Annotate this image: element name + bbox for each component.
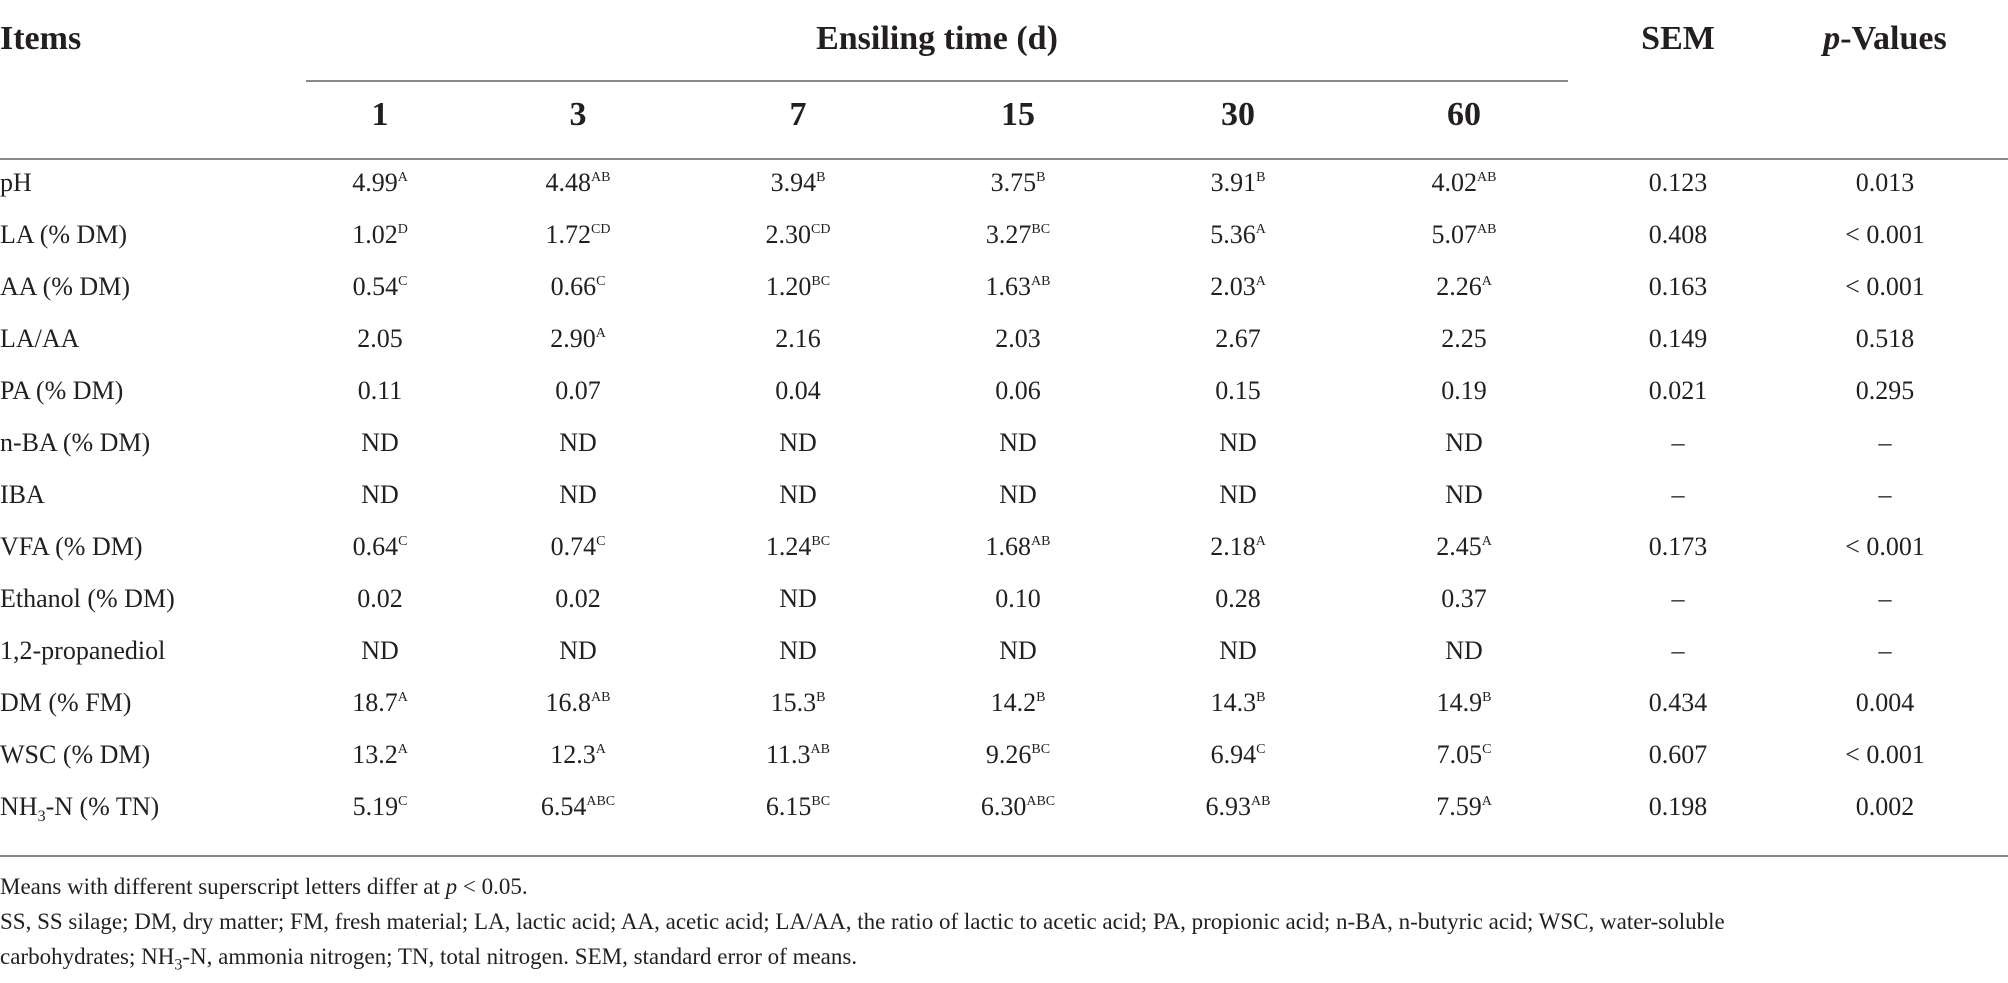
cell-value: ND (1219, 480, 1257, 509)
table-cell (555, 376, 601, 406)
table-cell (1211, 740, 1266, 770)
cell-value: 0.11 (357, 376, 403, 405)
significance-letter: B (816, 170, 826, 185)
cell-value: 9.26 (985, 740, 1032, 769)
table-cell (766, 532, 830, 562)
footnote-p-italic: p (445, 874, 458, 899)
sem-header: SEM (1641, 20, 1715, 57)
significance-letter: C (596, 274, 606, 289)
row-label: AA (% DM) (0, 272, 130, 301)
day-header: 1 (371, 96, 389, 133)
cell-value: 0.64 (352, 532, 399, 561)
footnote-text: Means with different superscript letters differ at (0, 874, 446, 899)
row-label: IBA (0, 480, 45, 509)
significance-letter: A (1481, 534, 1492, 549)
table-cell (779, 428, 817, 458)
table-cell (1215, 376, 1261, 406)
table-cell (766, 740, 830, 770)
significance-letter: A (595, 326, 606, 341)
table-cell (986, 740, 1050, 770)
row-label: 1,2-propanediol (0, 636, 166, 665)
cell-value: ND (559, 428, 597, 457)
cell-value: 0.74 (550, 532, 597, 561)
ensiling-time-header: Ensiling time (d) (816, 20, 1058, 57)
significance-letter: A (397, 690, 408, 705)
footnote-text: carbohydrates; NH (0, 944, 175, 969)
significance-letter: C (398, 274, 408, 289)
cell-value: ND (1445, 636, 1483, 665)
table-cell (361, 428, 399, 458)
significance-letter: A (397, 170, 408, 185)
table-cell (352, 688, 408, 718)
cell-value: 1.72 (545, 220, 592, 249)
table-cell (550, 324, 606, 354)
cell-value: 7.05 (1436, 740, 1483, 769)
cell-value: 0.04 (775, 376, 821, 405)
significance-letter: AB (1477, 222, 1497, 237)
cell-value: 3.91 (1210, 168, 1257, 197)
cell-value: ND (779, 584, 817, 613)
table-cell (995, 584, 1041, 614)
cell-value: 0.37 (1441, 584, 1487, 613)
table-cell (995, 324, 1041, 354)
cell-value: 0.66 (550, 272, 597, 301)
cell-value: 0.19 (1441, 376, 1487, 405)
table-cell (1437, 688, 1492, 718)
sem-cell: 0.408 (1648, 220, 1708, 249)
cell-value: 6.15 (765, 792, 812, 821)
table-cell (358, 376, 403, 406)
significance-letter: A (1255, 534, 1266, 549)
cell-value: 5.36 (1210, 220, 1256, 249)
footnote-text: < 0.05. (457, 874, 528, 899)
cell-value: 0.10 (995, 584, 1041, 613)
row-label-text: NH (0, 792, 38, 821)
group-rule (306, 80, 1568, 82)
cell-value: ND (1445, 480, 1483, 509)
cell-value: 0.28 (1215, 584, 1261, 613)
cell-value: 14.2 (990, 688, 1037, 717)
significance-letter: A (1481, 794, 1492, 809)
table-cell (1211, 688, 1266, 718)
cell-value: 16.8 (545, 688, 592, 717)
table-cell (779, 636, 817, 666)
sem-cell: 0.123 (1648, 168, 1708, 197)
table-cell (1436, 272, 1492, 302)
table-cell (1441, 584, 1487, 614)
cell-value: 2.30 (765, 220, 812, 249)
table-cell (1432, 220, 1497, 250)
significance-letter: AB (1251, 794, 1271, 809)
table-cell (361, 480, 399, 510)
significance-letter: AB (1477, 170, 1497, 185)
significance-letter: A (1255, 274, 1266, 289)
cell-value: 2.25 (1441, 324, 1487, 353)
table-cell (550, 740, 606, 770)
p-values-rest: -Values (1840, 20, 1947, 57)
significance-letter: C (1482, 742, 1492, 757)
p-value-cell: < 0.001 (1845, 272, 1925, 301)
cell-value: 3.27 (985, 220, 1032, 249)
p-value-cell: – (1878, 428, 1892, 457)
table-cell (991, 168, 1046, 198)
significance-letter: AB (1031, 274, 1051, 289)
table-cell (1437, 740, 1492, 770)
cell-value: 7.59 (1436, 792, 1482, 821)
p-values-header (1823, 20, 1946, 58)
table-cell (1219, 428, 1257, 458)
cell-value: 0.06 (995, 376, 1041, 405)
row-label: pH (0, 168, 32, 197)
table-cell (1441, 376, 1487, 406)
table-cell (357, 324, 403, 354)
table-cell (353, 272, 408, 302)
cell-value: 11.3 (766, 740, 811, 769)
significance-letter: BC (811, 794, 831, 809)
footnote-abbreviations-1: SS, SS silage; DM, dry matter; FM, fresh material; LA, lactic acid; AA, acetic acid; LA/AA, the ratio of lactic to acetic acid; PA, propionic acid; n-BA, n-butyric acid; WSC, water-soluble (0, 909, 1725, 934)
table-cell (551, 272, 606, 302)
sem-cell: – (1671, 428, 1685, 457)
p-value-cell: 0.295 (1855, 376, 1915, 405)
table-cell (352, 740, 408, 770)
cell-value: 4.48 (545, 168, 592, 197)
sem-cell: 0.434 (1648, 688, 1708, 717)
cell-value: 4.99 (352, 168, 398, 197)
significance-letter: AB (810, 742, 830, 757)
sem-cell: 0.021 (1648, 376, 1708, 405)
significance-letter: AB (591, 170, 611, 185)
table-cell (766, 220, 831, 250)
table-cell (1432, 168, 1497, 198)
day-header: 30 (1221, 96, 1255, 133)
cell-value: 15.3 (770, 688, 817, 717)
cell-value: ND (999, 480, 1037, 509)
cell-value: 0.07 (555, 376, 601, 405)
table-cell (546, 688, 611, 718)
cell-value: ND (1219, 428, 1257, 457)
day-header: 60 (1447, 96, 1481, 133)
cell-value: 3.75 (990, 168, 1037, 197)
table-cell (1210, 272, 1266, 302)
table-cell (1445, 636, 1483, 666)
sem-cell: – (1671, 480, 1685, 509)
row-label-text: -N (% TN) (45, 792, 160, 821)
table-cell (559, 480, 597, 510)
row-label: VFA (% DM) (0, 532, 143, 561)
table-cell (766, 792, 830, 822)
table-cell (999, 480, 1037, 510)
cell-value: ND (361, 428, 399, 457)
cell-value: ND (559, 480, 597, 509)
cell-value: 1.20 (765, 272, 812, 301)
significance-letter: ABC (586, 794, 616, 809)
cell-value: 2.16 (775, 324, 821, 353)
p-value-cell: < 0.001 (1845, 220, 1925, 249)
footnote-subscript: 3 (174, 956, 183, 974)
significance-letter: BC (1031, 742, 1051, 757)
cell-value: 2.26 (1436, 272, 1482, 301)
significance-letter: B (1256, 170, 1266, 185)
significance-letter: C (1256, 742, 1266, 757)
significance-letter: B (1036, 170, 1046, 185)
p-value-cell: < 0.001 (1845, 532, 1925, 561)
table-cell (546, 168, 611, 198)
cell-value: ND (779, 636, 817, 665)
p-value-cell: – (1878, 480, 1892, 509)
cell-value: 1.63 (985, 272, 1032, 301)
cell-value: ND (779, 480, 817, 509)
cell-value: ND (361, 480, 399, 509)
cell-value: 2.03 (995, 324, 1041, 353)
day-header: 3 (569, 96, 587, 133)
cell-value: 2.90 (550, 324, 596, 353)
significance-letter: BC (811, 534, 831, 549)
p-value-cell: – (1878, 636, 1892, 665)
cell-value: 4.02 (1431, 168, 1478, 197)
p-value-cell: 0.002 (1855, 792, 1915, 821)
header-bottom-rule (0, 158, 2008, 160)
row-label: LA/AA (0, 324, 80, 353)
cell-value: 2.18 (1210, 532, 1256, 561)
table-cell (357, 584, 403, 614)
table-cell (999, 428, 1037, 458)
cell-value: ND (779, 428, 817, 457)
significance-letter: B (1036, 690, 1046, 705)
table-cell (353, 792, 408, 822)
significance-letter: AB (591, 690, 611, 705)
significance-letter: C (596, 534, 606, 549)
p-value-cell: 0.013 (1855, 168, 1915, 197)
table-cell (1445, 480, 1483, 510)
day-header: 7 (789, 96, 807, 133)
p-value-cell: 0.518 (1855, 324, 1915, 353)
row-label-subscript: 3 (37, 808, 46, 826)
cell-value: 1.02 (352, 220, 398, 249)
significance-letter: CD (811, 222, 831, 237)
significance-letter: A (595, 742, 606, 757)
cell-value: 2.45 (1436, 532, 1482, 561)
significance-letter: AB (1031, 534, 1051, 549)
table-cell (995, 376, 1041, 406)
footnote-significance (0, 874, 528, 900)
row-label: Ethanol (% DM) (0, 584, 175, 613)
table-cell (775, 376, 821, 406)
row-label (0, 792, 160, 826)
table-cell (779, 480, 817, 510)
significance-letter: C (398, 534, 408, 549)
row-label: n-BA (% DM) (0, 428, 151, 457)
cell-value: ND (999, 428, 1037, 457)
cell-value: ND (559, 636, 597, 665)
significance-letter: A (1481, 274, 1492, 289)
cell-value: 6.30 (980, 792, 1027, 821)
table-cell (986, 532, 1051, 562)
cell-value: 0.02 (357, 584, 403, 613)
cell-value: 6.94 (1210, 740, 1257, 769)
sem-cell: – (1671, 636, 1685, 665)
cell-value: ND (1219, 636, 1257, 665)
significance-letter: B (816, 690, 826, 705)
table-cell (779, 584, 817, 614)
table-cell (1211, 168, 1266, 198)
sem-cell: – (1671, 584, 1685, 613)
table-bottom-rule (0, 855, 2008, 857)
cell-value: ND (999, 636, 1037, 665)
table-cell (555, 584, 601, 614)
cell-value: 13.2 (352, 740, 398, 769)
footnote-text: -N, ammonia nitrogen; TN, total nitrogen. SEM, standard error of means. (182, 944, 858, 969)
sem-cell: 0.149 (1648, 324, 1708, 353)
day-header: 15 (1001, 96, 1035, 133)
row-label: DM (% FM) (0, 688, 132, 717)
significance-letter: B (1482, 690, 1492, 705)
table-cell (986, 272, 1051, 302)
table-cell (559, 428, 597, 458)
table-cell (981, 792, 1055, 822)
cell-value: 14.3 (1210, 688, 1257, 717)
significance-letter: D (397, 222, 408, 237)
cell-value: ND (361, 636, 399, 665)
cell-value: 5.07 (1431, 220, 1478, 249)
table-cell (559, 636, 597, 666)
cell-value: 0.15 (1215, 376, 1261, 405)
table-cell (771, 168, 826, 198)
table-cell (546, 220, 611, 250)
table-cell (991, 688, 1046, 718)
significance-letter: C (398, 794, 408, 809)
sem-cell: 0.163 (1648, 272, 1708, 301)
row-label: LA (% DM) (0, 220, 128, 249)
table-cell (766, 272, 830, 302)
sem-cell: 0.173 (1648, 532, 1708, 561)
cell-value: 3.94 (770, 168, 817, 197)
table-cell (1219, 480, 1257, 510)
table-cell (361, 636, 399, 666)
table-cell (541, 792, 615, 822)
p-value-cell: < 0.001 (1845, 740, 1925, 769)
cell-value: 18.7 (352, 688, 398, 717)
table-cell (1215, 324, 1261, 354)
cell-value: ND (1445, 428, 1483, 457)
significance-letter: A (397, 742, 408, 757)
table-cell (1210, 532, 1266, 562)
table-cell (775, 324, 821, 354)
table-cell (1436, 532, 1492, 562)
table-cell (353, 532, 408, 562)
items-header: Items (0, 20, 82, 57)
significance-letter: CD (591, 222, 611, 237)
significance-letter: BC (811, 274, 831, 289)
significance-letter: B (1256, 690, 1266, 705)
p-value-cell: 0.004 (1855, 688, 1915, 717)
table-cell (771, 688, 826, 718)
table-cell (352, 168, 408, 198)
cell-value: 1.24 (765, 532, 812, 561)
cell-value: 5.19 (352, 792, 399, 821)
sem-cell: 0.198 (1648, 792, 1708, 821)
table-cell (1210, 220, 1266, 250)
table-cell (1436, 792, 1492, 822)
cell-value: 14.9 (1436, 688, 1483, 717)
significance-letter: A (1255, 222, 1266, 237)
sem-cell: 0.607 (1648, 740, 1708, 769)
cell-value: 6.54 (540, 792, 587, 821)
cell-value: 2.03 (1210, 272, 1256, 301)
cell-value: 2.05 (357, 324, 403, 353)
cell-value: 12.3 (550, 740, 596, 769)
table-cell (352, 220, 408, 250)
row-label: WSC (% DM) (0, 740, 151, 769)
cell-value: 2.67 (1215, 324, 1261, 353)
p-italic: p (1823, 20, 1841, 57)
cell-value: 6.93 (1205, 792, 1252, 821)
cell-value: 0.54 (352, 272, 399, 301)
significance-letter: BC (1031, 222, 1051, 237)
table-cell (1445, 428, 1483, 458)
table-cell (999, 636, 1037, 666)
table-cell (1441, 324, 1487, 354)
table-cell (986, 220, 1050, 250)
significance-letter: ABC (1026, 794, 1056, 809)
table-cell (1215, 584, 1261, 614)
row-label: PA (% DM) (0, 376, 124, 405)
cell-value: 1.68 (985, 532, 1032, 561)
cell-value: 0.02 (555, 584, 601, 613)
table-cell (551, 532, 606, 562)
table-cell (1206, 792, 1271, 822)
table-cell (1219, 636, 1257, 666)
p-value-cell: – (1878, 584, 1892, 613)
footnote-abbreviations-2 (0, 944, 858, 974)
